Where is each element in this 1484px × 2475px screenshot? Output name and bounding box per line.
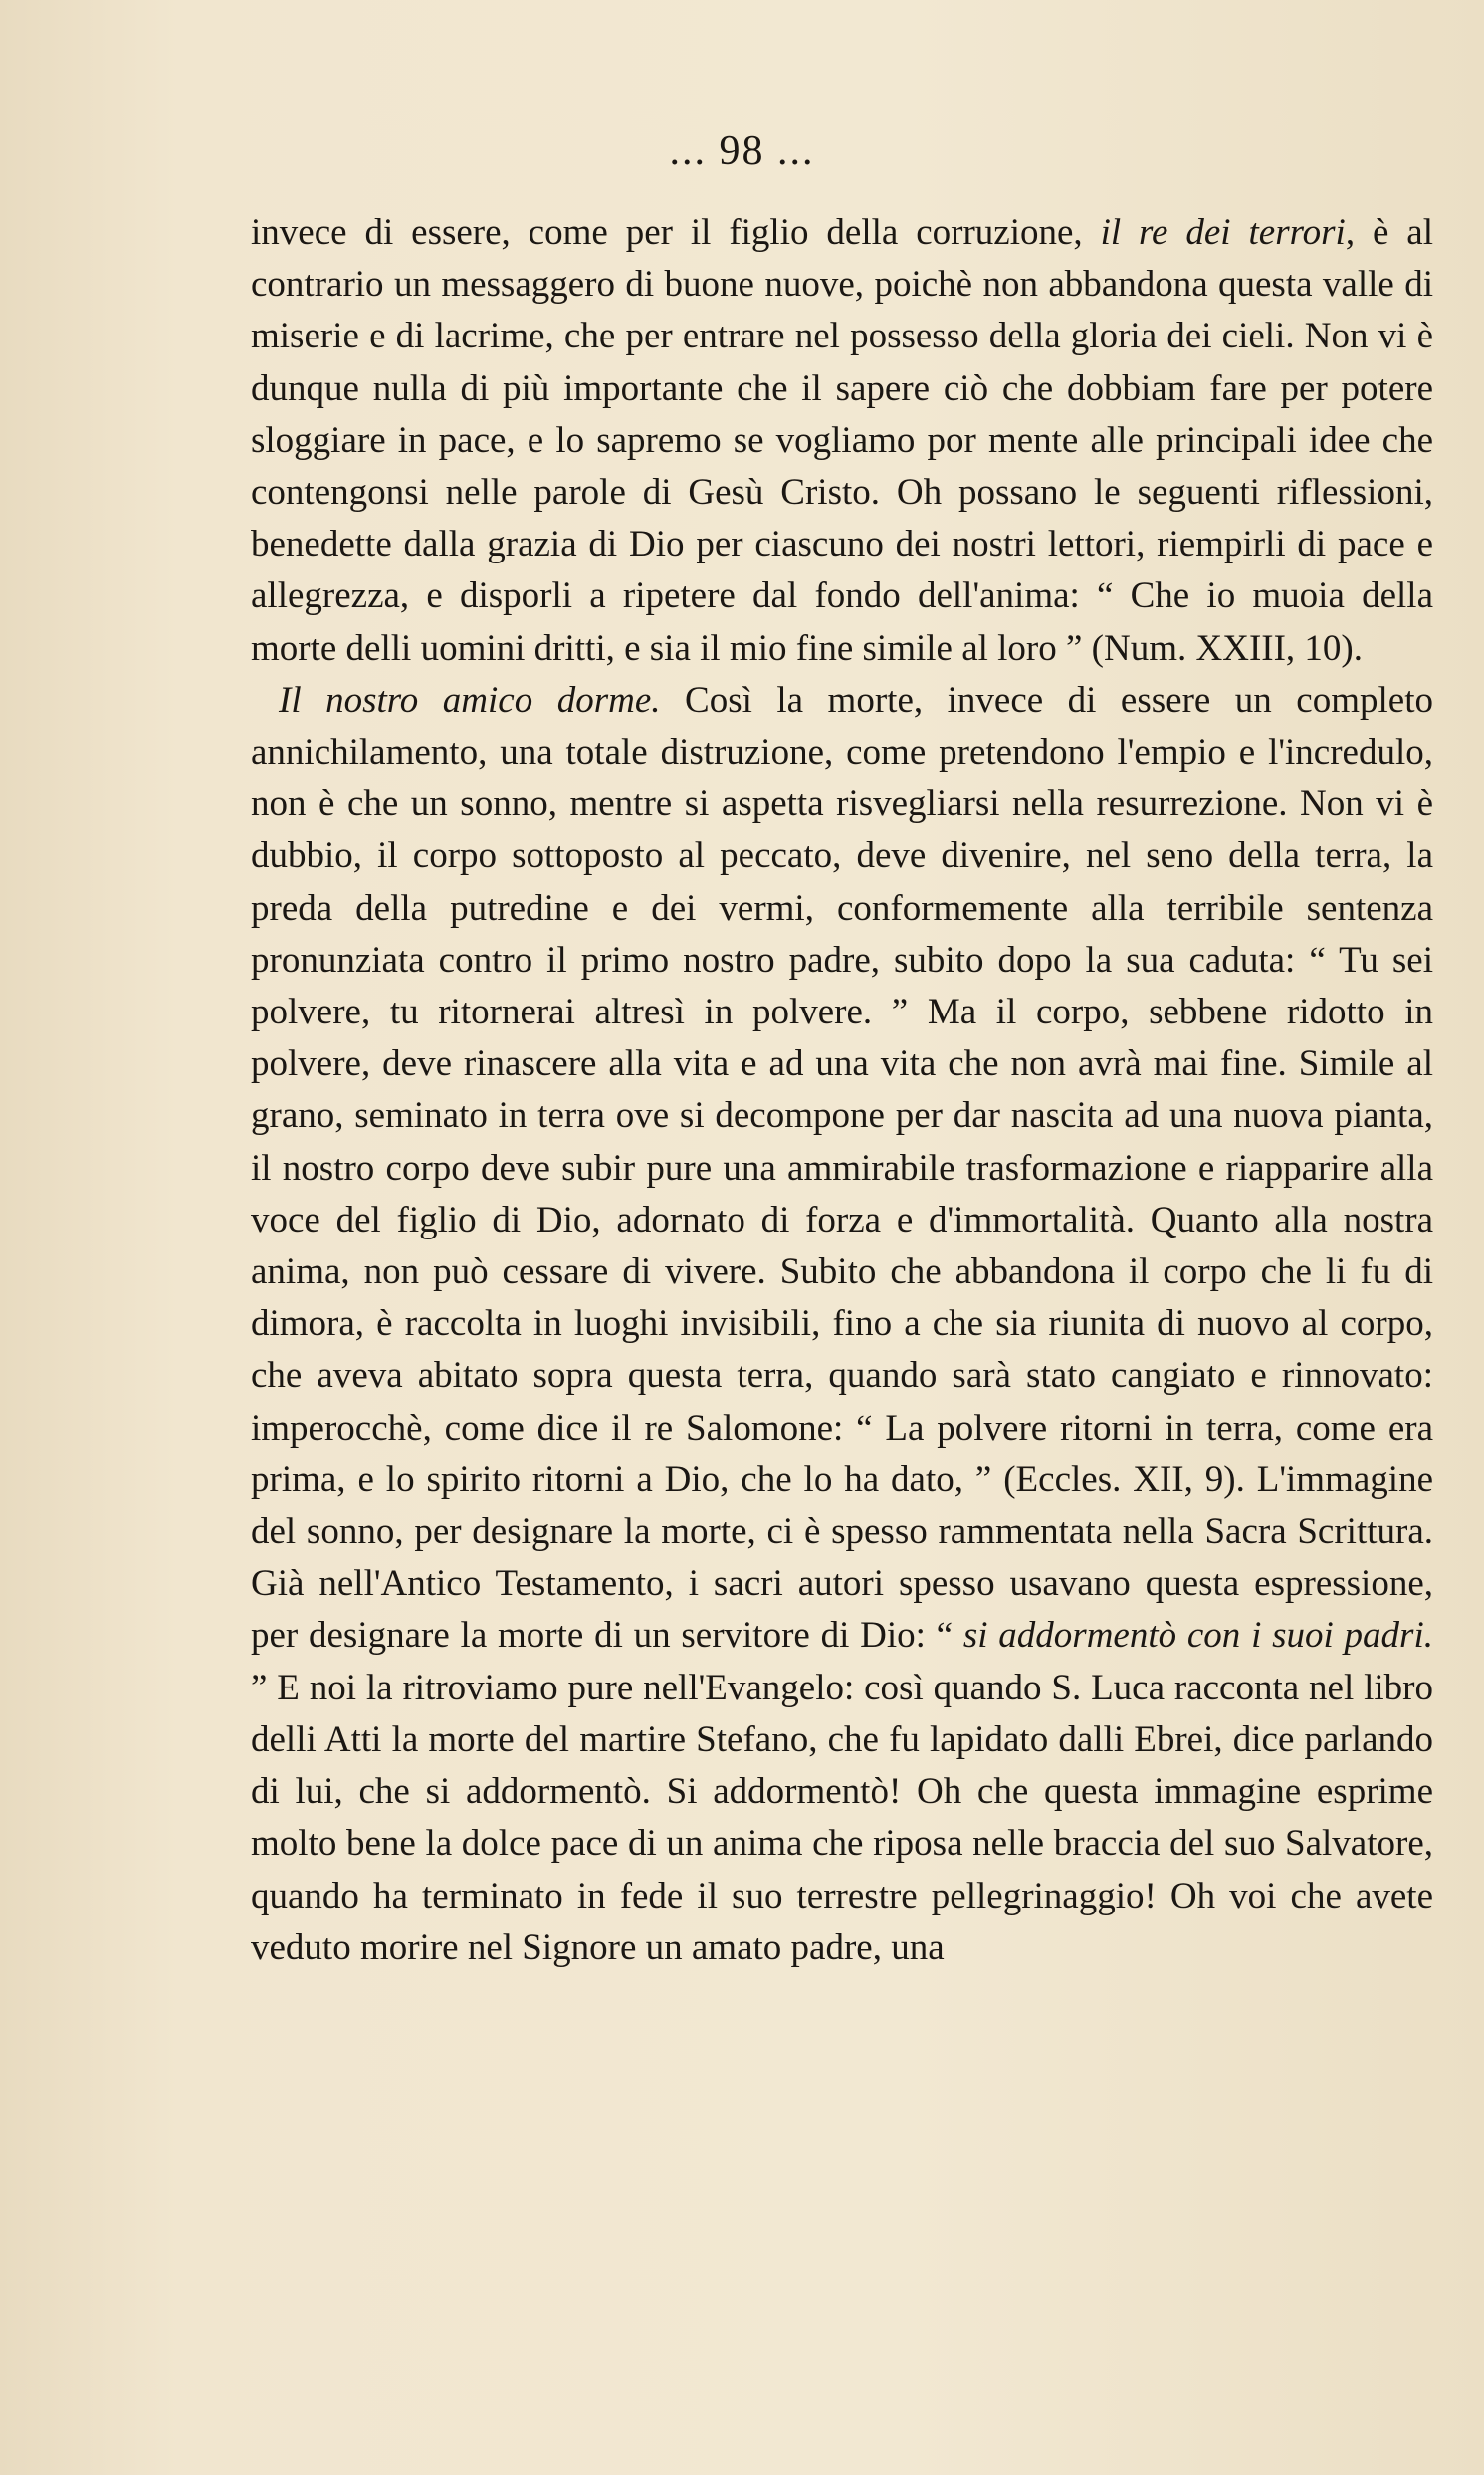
italic-text-run: Il nostro amico dorme. bbox=[279, 679, 661, 721]
text-run: , è al contrario un messaggero di buone nuove, poichè non abbandona questa valle di miserie e di lacrime, che per entrare nel possesso della gloria dei cieli. Non vi è dunque nulla di più importante che il sapere ciò che dobbiam fare per potere sloggiare in pace, e lo sapremo se vogliamo por mente alle principali idee che contengonsi nelle parole di Gesù Cristo. Oh possano le seguenti riflessioni, benedette dalla grazia di Dio per ciascuno dei nostri lettori, riempirli di pace e allegrezza, e disporli a ripetere dal fondo dell'anima: “ Che io muoia della morte delli uomini dritti, e sia il mio fine simile al loro ” (Num. XXIII, 10). bbox=[251, 212, 1434, 669]
text-run: ” E noi la ritroviamo pure nell'Evangelo: così quando S. Luca racconta nel libro delli Atti la morte del martire Stefano, che fu lapidato dalli Ebrei, dice parlando di lui, che si addormentò. Si addormentò! Oh che questa immagine esprime molto bene la dolce pace di un anima che riposa nelle braccia del suo Salvatore, quando ha terminato in fede il suo terrestre pellegrinaggio! Oh voi che avete veduto morire nel Signore un amato padre, una bbox=[251, 1667, 1433, 1968]
italic-text-run: si addormentò con i suoi padri. bbox=[962, 1615, 1433, 1657]
page-number: ... 98 ... bbox=[669, 128, 815, 174]
italic-text-run: il re dei terrori bbox=[1100, 212, 1346, 253]
paragraph-1 bbox=[251, 207, 1433, 675]
text-run: invece di essere, come per il figlio della corruzione, bbox=[251, 212, 1101, 253]
paragraph-2 bbox=[251, 675, 1433, 1974]
text-run: Così la morte, invece di essere un completo annichilamento, una totale distruzione, come pretendono l'empio e l'incredulo, non è che un sonno, mentre si aspetta risvegliarsi nella resurrezione. Non vi è dubbio, il corpo sottoposto al peccato, deve divenire, nel seno della terra, la preda della putredine e dei vermi, conformemente alla terribile sentenza pronunziata contro il primo nostro padre, subito dopo la sua caduta: “ Tu sei polvere, tu ritornerai altresì in polvere. ” Ma il corpo, sebbene ridotto in polvere, deve rinascere alla vita e ad una vita che non avrà mai fine. Simile al grano, seminato in terra ove si decompone per dar nascita ad una nuova pianta, il nostro corpo deve subir pure una ammirabile trasformazione e riapparire alla voce del figlio di Dio, adornato di forza e d'immortalità. Quanto alla nostra anima, non può cessare di vivere. Subito che abbandona il corpo che li fu di dimora, è raccolta in luoghi invisibili, fino a che sia riunita di nuovo al corpo, che aveva abitato sopra questa terra, quando sarà stato cangiato e rinnovato: imperocchè, come dice il re Salomone: “ La polvere ritorni in terra, come era prima, e lo spirito ritorni a Dio, che lo ha dato, ” (Eccles. XII, 9). L'immagine del sonno, per designare la morte, ci è spesso rammentata nella Sacra Scrittura. Già nell'Antico Testamento, i sacri autori spesso usavano questa espressione, per designare la morte di un servitore di Dio: “ bbox=[251, 679, 1433, 1657]
body-text bbox=[251, 207, 1433, 1974]
